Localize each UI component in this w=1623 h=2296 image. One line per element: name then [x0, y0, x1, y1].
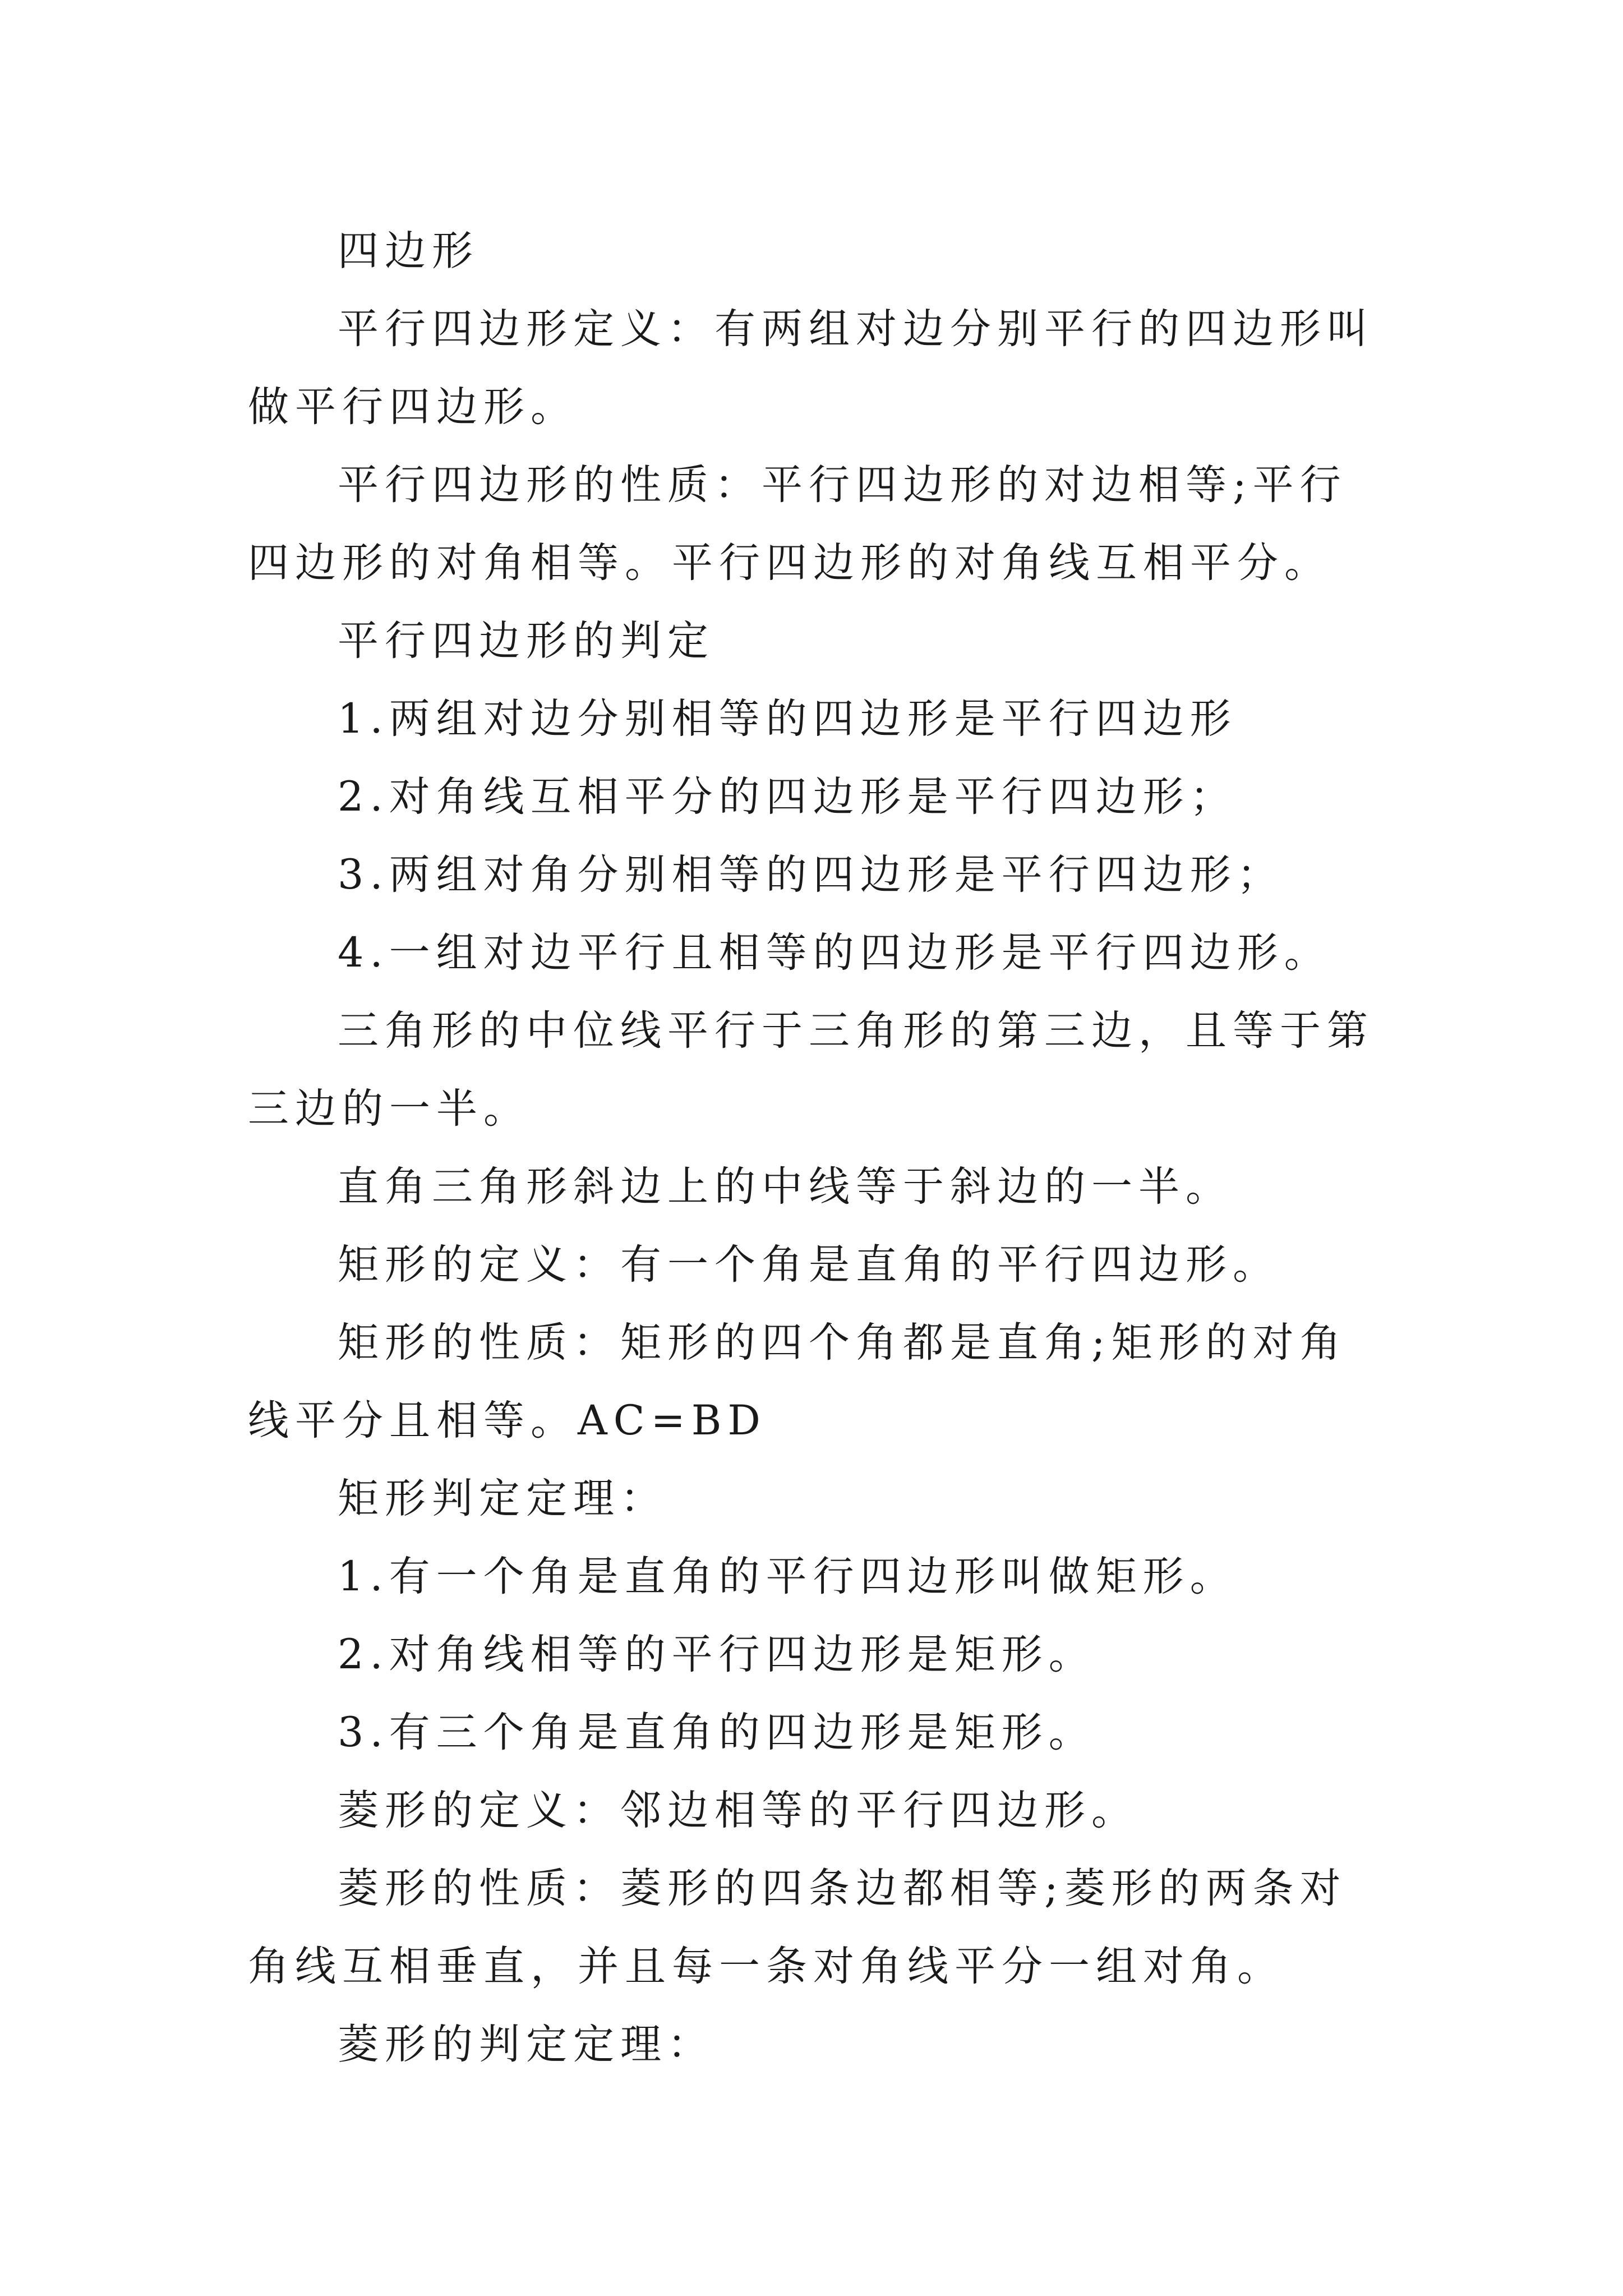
paragraph: 三角形的中位线平行于三角形的第三边，且等于第三边的一半。: [248, 1007, 1374, 1133]
paragraph: 直角三角形斜边上的中线等于斜边的一半。: [338, 1163, 1233, 1211]
list-item: 4.一组对边平行且相等的四边形是平行四边形。: [338, 929, 1331, 977]
paragraph: 菱形的性质：菱形的四条边都相等;菱形的两条对角线互相垂直，并且每一条对角线平分一组对角。: [248, 1865, 1347, 1990]
paragraph: 矩形的性质：矩形的四个角都是直角;矩形的对角线平分且相等。AC=BD: [248, 1319, 1347, 1444]
paragraph: 平行四边形的判定: [338, 617, 714, 665]
document-body: [248, 212, 1381, 2083]
paragraph: 矩形判定定理：: [338, 1475, 667, 1522]
section-heading: 四边形: [338, 227, 479, 275]
paragraph: 矩形的定义：有一个角是直角的平行四边形。: [338, 1241, 1280, 1289]
list-item: 3.两组对角分别相等的四边形是平行四边形；: [338, 851, 1284, 899]
paragraph: 平行四边形定义：有两组对边分别平行的四边形叫做平行四边形。: [248, 305, 1374, 431]
paragraph: 平行四边形的性质：平行四边形的对边相等;平行四边形的对角相等。平行四边形的对角线互相平分。: [248, 461, 1347, 587]
list-item: 3.有三个角是直角的四边形是矩形。: [338, 1709, 1096, 1756]
list-item: 1.有一个角是直角的平行四边形叫做矩形。: [338, 1553, 1237, 1600]
list-item: 2.对角线相等的平行四边形是矩形。: [338, 1631, 1096, 1678]
paragraph: 菱形的判定定理：: [338, 2021, 714, 2068]
list-item: 2.对角线互相平分的四边形是平行四边形；: [338, 773, 1237, 821]
list-item: 1.两组对边分别相等的四边形是平行四边形: [338, 695, 1237, 743]
paragraph: 菱形的定义：邻边相等的平行四边形。: [338, 1787, 1138, 1834]
